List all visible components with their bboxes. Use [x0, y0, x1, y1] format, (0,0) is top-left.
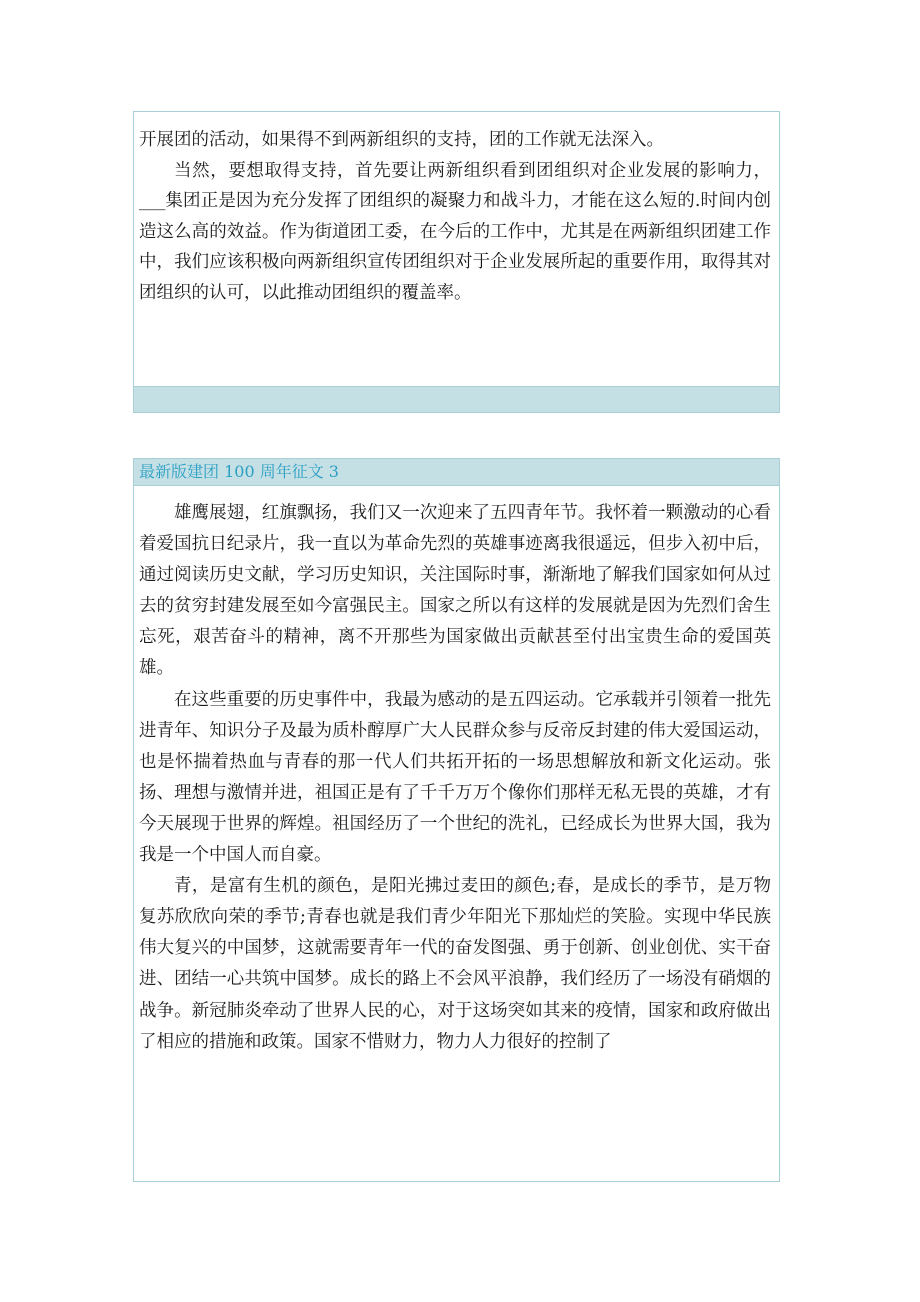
paragraph: 当然，要想取得支持，首先要让两新组织看到团组织对企业发展的影响力，___集团正是因为充分发挥了团组织的凝聚力和战斗力，才能在这么短的.时间内创造这么高的效益。作为街道团工委，在今后的工作中，尤其是在两新组织团建工作中，我们应该积极向两新组织宣传团组织对于企业发展所起的重要作用，取得其对团组织的认可，以此推动团组织的覆盖率。 — [139, 160, 771, 303]
panel-footer-bar — [134, 386, 779, 412]
panel-1-content — [139, 125, 771, 387]
panel-2-content — [139, 498, 771, 1058]
paragraph: 开展团的活动，如果得不到两新组织的支持，团的工作就无法深入。 — [139, 130, 664, 150]
text-panel-2 — [133, 458, 780, 1182]
section-title: 最新版建团 100 周年征文 3 — [134, 459, 779, 486]
text-panel-1 — [133, 111, 780, 413]
paragraph: 雄鹰展翅，红旗飘扬，我们又一次迎来了五四青年节。我怀着一颗激动的心看着爱国抗日纪录片，我一直以为革命先烈的英雄事迹离我很遥远，但步入初中后，通过阅读历史文献，学习历史知识，关注国际时事，渐渐地了解我们国家如何从过去的贫穷封建发展至如今富强民主。国家之所以有这样的发展就是因为先烈们舍生忘死，艰苦奋斗的精神，离不开那些为国家做出贡献甚至付出宝贵生命的爱国英雄。 — [139, 503, 771, 679]
paragraph: 在这些重要的历史事件中，我最为感动的是五四运动。它承载并引领着一批先进青年、知识分子及最为质朴醇厚广大人民群众参与反帝反封建的伟大爱国运动，也是怀揣着热血与青春的那一代人们共拓开拓的一场思想解放和新文化运动。张扬、理想与激情并进，祖国正是有了千千万万个像你们那样无私无畏的英雄，才有今天展现于世界的辉煌。祖国经历了一个世纪的洗礼，已经成长为世界大国，我为我是一个中国人而自豪。 — [139, 689, 771, 866]
paragraph: 青，是富有生机的颜色，是阳光拂过麦田的颜色;春，是成长的季节，是万物复苏欣欣向荣的季节;青春也就是我们青少年阳光下那灿烂的笑脸。实现中华民族伟大复兴的中国梦，这就需要青年一代的奋发图强、勇于创新、创业创优、实干奋进、团结一心共筑中国梦。成长的路上不会风平浪静，我们经历了一场没有硝烟的战争。新冠肺炎牵动了世界人民的心，对于这场突如其来的疫情，国家和政府做出了相应的措施和政策。国家不惜财力，物力人力很好的控制了 — [139, 876, 771, 1052]
